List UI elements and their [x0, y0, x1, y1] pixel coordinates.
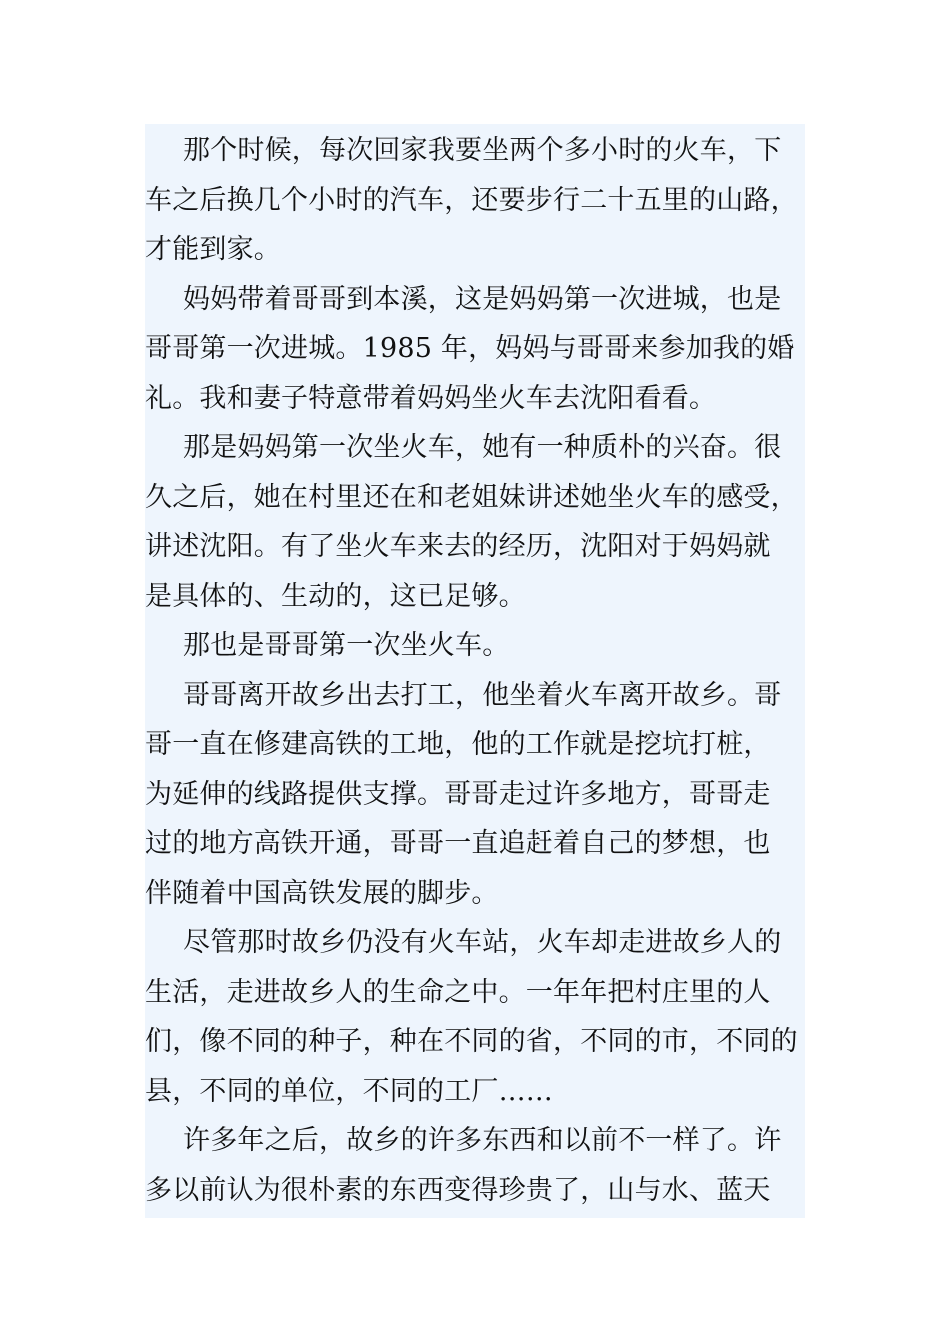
text-line: 许多年之后，故乡的许多东西和以前不一样了。许: [183, 1125, 782, 1156]
text-line: 哥哥离开故乡出去打工，他坐着火车离开故乡。哥: [183, 679, 782, 711]
text-line: 过的地方高铁开通，哥哥一直追赶着自己的梦想，也: [145, 828, 771, 859]
text-line: 那是妈妈第一次坐火车，她有一种质朴的兴奋。很: [183, 432, 782, 463]
text-line: 尽管那时故乡仍没有火车站，火车却走进故乡人的: [183, 927, 782, 958]
paragraph: [145, 621, 817, 671]
text-line: 讲述沈阳。有了坐火车来去的经历，沈阳对于妈妈就: [145, 531, 771, 562]
text-line: 生活，走进故乡人的生命之中。一年年把村庄里的人: [145, 976, 771, 1008]
paragraph: [145, 1116, 817, 1215]
paragraph: [145, 423, 817, 621]
text-line: 是具体的、生动的，这已足够。: [145, 580, 526, 612]
paragraph: [145, 671, 817, 919]
paragraph: [145, 918, 817, 1116]
text-line: 才能到家。: [145, 234, 281, 265]
text-line: 哥一直在修建高铁的工地，他的工作就是挖坑打桩，: [145, 729, 771, 760]
paragraph: [145, 126, 817, 275]
text-line: 县，不同的单位，不同的工厂……: [145, 1075, 553, 1107]
text-line: 们，像不同的种子，种在不同的省，不同的市，不同的: [145, 1026, 798, 1057]
text-line: 多以前认为很朴素的东西变得珍贵了，山与水、蓝天: [145, 1174, 771, 1206]
text-line: 礼。我和妻子特意带着妈妈坐火车去沈阳看看。: [145, 382, 717, 414]
text-line: 伴随着中国高铁发展的脚步。: [145, 877, 499, 909]
text-line: 那也是哥哥第一次坐火车。: [183, 630, 510, 661]
text-line: 那个时候，每次回家我要坐两个多小时的火车，下: [183, 135, 782, 166]
text-line: 妈妈带着哥哥到本溪，这是妈妈第一次进城，也是: [183, 283, 782, 315]
text-line: 车之后换几个小时的汽车，还要步行二十五里的山路，: [145, 184, 798, 216]
text-line: 哥哥第一次进城。1985 年，妈妈与哥哥来参加我的婚: [145, 333, 795, 364]
paragraph: [145, 275, 817, 424]
document-body: [145, 126, 817, 1215]
text-line: 久之后，她在村里还在和老姐妹讲述她坐火车的感受，: [145, 481, 798, 513]
text-line: 为延伸的线路提供支撑。哥哥走过许多地方，哥哥走: [145, 778, 771, 810]
